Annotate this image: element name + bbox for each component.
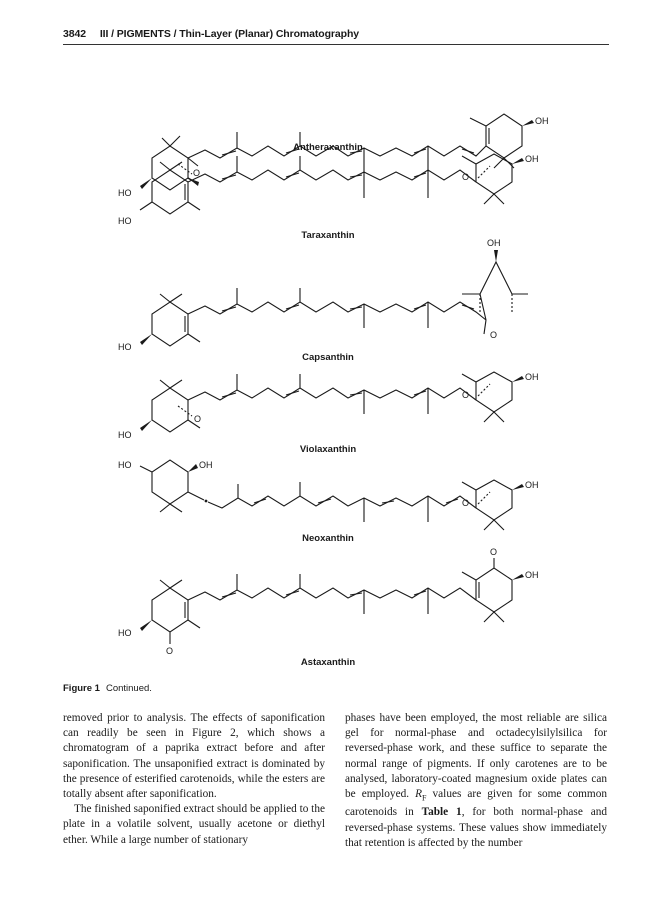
table-reference[interactable]: Table 1	[421, 806, 462, 819]
svg-text:OH: OH	[535, 116, 549, 126]
svg-text:HO: HO	[118, 430, 132, 440]
figure-caption	[63, 683, 152, 694]
svg-text:OH: OH	[487, 238, 501, 248]
svg-text:HO: HO	[118, 342, 132, 352]
right-paragraph-1-part-b: values are given for some common carotenoids in	[345, 788, 608, 819]
page-number: 3842	[63, 28, 86, 40]
svg-text:HO: HO	[118, 460, 132, 470]
compound-name-taraxanthin: Taraxanthin	[301, 230, 355, 241]
svg-text:OH: OH	[525, 570, 539, 580]
running-title: III / PIGMENTS / Thin-Layer (Planar) Chromatography	[99, 28, 360, 40]
right-paragraph-1-part-a: phases have been employed, the most reliable are silica gel for normal-phase and octadecylsilylsilica for reversed-phase work, and these suffice to separate the normal range of pigments. If only carotenes are to be analysed, laboratory-coated magnesium oxide plates can be employed.	[345, 712, 607, 801]
running-header	[63, 28, 609, 40]
right-paragraph-1	[345, 711, 607, 851]
taraxanthin-structure	[0, 152, 668, 232]
svg-text:O: O	[462, 390, 470, 400]
svg-text:O: O	[166, 646, 174, 656]
svg-text:HO: HO	[118, 188, 132, 198]
rf-symbol: R	[415, 788, 423, 801]
svg-text:OH: OH	[525, 372, 539, 382]
compound-name-neoxanthin: Neoxanthin	[302, 533, 354, 544]
left-paragraph-2: The finished saponified extract should be applied to the plate in a volatile solvent, usually acetone or diethyl ether. While a large number of stationary	[63, 803, 325, 846]
svg-text:O: O	[462, 498, 470, 508]
svg-text:O: O	[194, 414, 202, 424]
svg-text:OH: OH	[525, 154, 539, 164]
compound-name-violaxanthin: Violaxanthin	[299, 444, 357, 455]
svg-text:O: O	[490, 330, 498, 340]
svg-text:HO: HO	[118, 628, 132, 638]
rf-subscript: F	[422, 793, 427, 803]
header-rule	[63, 44, 609, 45]
compound-name-astaxanthin: Astaxanthin	[300, 657, 356, 668]
svg-text:HO: HO	[118, 216, 132, 226]
figure-caption-label: Figure 1	[63, 683, 100, 694]
antheraxanthin-structure	[0, 60, 668, 198]
right-paragraph-1-part-c: , for both normal-phase and reversed-phase systems. These values show immediately that retention is affected by the number	[345, 806, 608, 849]
svg-text:O: O	[462, 172, 470, 182]
body-column-right	[345, 711, 607, 851]
svg-text:OH: OH	[525, 480, 539, 490]
body-column-left	[63, 711, 325, 848]
svg-text:O: O	[193, 168, 201, 178]
capsanthin-structure	[0, 238, 668, 354]
astaxanthin-structure	[0, 547, 668, 660]
left-paragraph-1: removed prior to analysis. The effects of saponification can readily be seen in Figure 2, which shows a chromatogram of a paprika extract before and after saponification. The unsaponified extract is dominated by the presence of esterified carotenoids, while the esters are totally absent after saponification.	[63, 712, 325, 801]
compound-name-capsanthin: Capsanthin	[302, 352, 354, 363]
compound-name-antheraxanthin: Antheraxanthin	[293, 142, 363, 153]
violaxanthin-structure	[0, 366, 668, 446]
figure-caption-text: Continued.	[105, 683, 152, 694]
svg-text:OH: OH	[199, 460, 213, 470]
svg-text:O: O	[490, 547, 498, 557]
neoxanthin-structure	[0, 456, 668, 536]
